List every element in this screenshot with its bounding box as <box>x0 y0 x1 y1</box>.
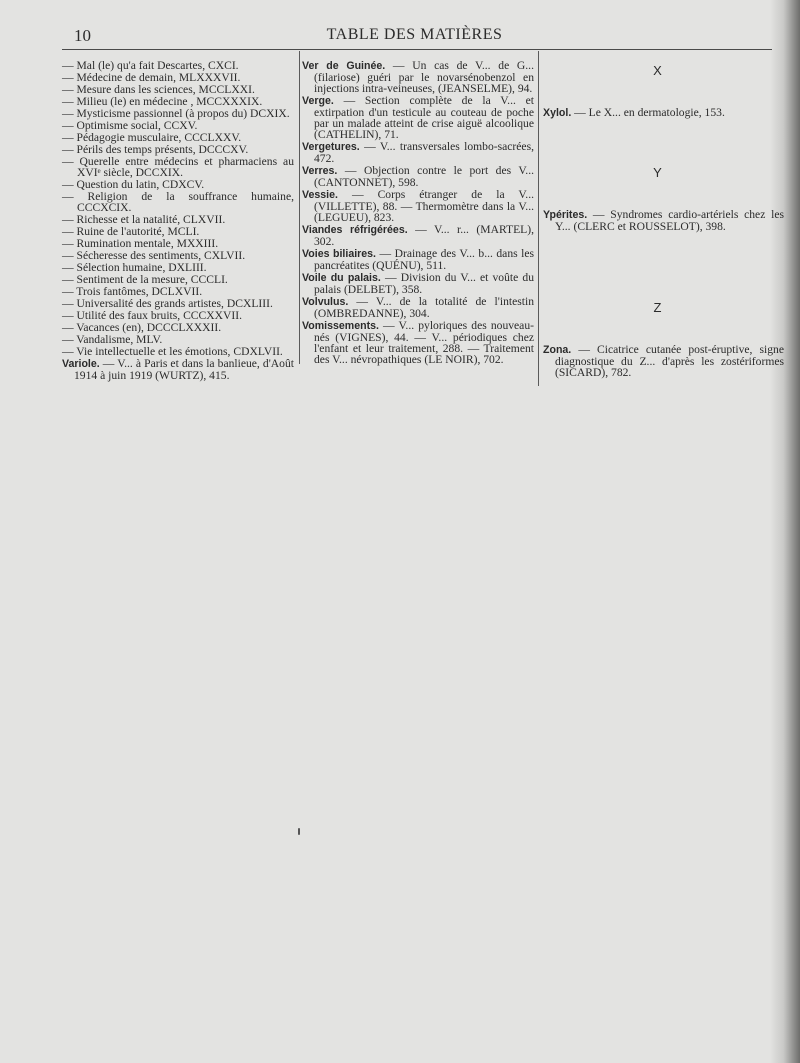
index-entry: — Vandalisme, MLV. <box>62 333 163 346</box>
index-entry: — Ruine de l'autorité, MCLI. <box>62 225 200 238</box>
headword: Vessie. <box>302 189 338 201</box>
index-entry-variole <box>62 358 294 381</box>
index-entry-yperites <box>543 209 784 232</box>
section-letter-y: Y <box>653 165 662 180</box>
index-entry: — Querelle entre médecins et pharmaciens au XVIᵉ siècle, DCCXIX. <box>62 155 294 179</box>
headword: Verres. <box>302 165 338 177</box>
index-entry: — Vacances (en), DCCCLXXXII. <box>62 321 222 334</box>
column-rule-1 <box>299 51 300 364</box>
entry-text: — Le X... en dermatologie, 153. <box>571 106 725 119</box>
index-entry <box>302 189 534 223</box>
headword: Vergetures. <box>302 141 360 153</box>
entry-text: — V... à Paris et dans la banlieue, d'Août 1914 à juin 1919 (WURTZ), 415. <box>74 357 294 382</box>
running-title: TABLE DES MATIÈRES <box>326 26 503 43</box>
index-entry: — Vie intellectuelle et les émotions, CDXLVII. <box>62 345 283 358</box>
entry-text: — V... de la totalité de l'intestin (OMBREDANNE), 304. <box>314 295 534 320</box>
entry-text: — Cicatrice cutanée post-éruptive, signe diagnostique du Z... d'après les zostériformes (SICARD), 782. <box>555 343 784 379</box>
page-number: 10 <box>74 26 91 45</box>
page-header <box>62 26 767 48</box>
index-entry: — Trois fantômes, DCLXVII. <box>62 285 203 298</box>
section-letter-x: X <box>653 63 662 78</box>
index-column-3 <box>543 60 784 390</box>
index-entry: — Universalité des grands artistes, DCXLIII. <box>62 297 273 310</box>
index-entry <box>302 165 534 188</box>
entry-text: — Un cas de V... de G... (filariose) guéri par le novarsénobenzol en injections intra-veineuses, (JEANSELME), 94. <box>314 59 534 95</box>
headword: Voies biliaires. <box>302 248 377 260</box>
index-entry <box>302 296 534 319</box>
index-entry: — Richesse et la natalité, CLXVII. <box>62 213 226 226</box>
index-entry: — Périls des temps présents, DCCCXV. <box>62 143 249 156</box>
headword: Vomissements. <box>302 320 379 332</box>
page-edge-shadow <box>770 0 800 1063</box>
index-entry <box>302 95 534 140</box>
entry-text: — V... r... (MARTEL), 302. <box>314 223 534 248</box>
index-entry <box>302 272 534 295</box>
headword: Ypérites. <box>543 209 588 221</box>
index-entry: — Mysticisme passionnel (à propos du) DCXIX. <box>62 107 290 120</box>
headword: Variole. <box>62 358 100 370</box>
entry-text: — V... transversales lombo-sacrées, 472. <box>314 140 534 165</box>
entry-text: — Objection contre le port des V... (CANTONNET), 598. <box>314 164 534 189</box>
entry-text: — Drainage des V... b... dans les pancréatites (QUÉNU), 511. <box>314 247 535 272</box>
headword: Verge. <box>302 95 334 107</box>
section-letter-z: Z <box>653 300 662 315</box>
index-column-1 <box>62 60 294 382</box>
index-entry <box>302 224 534 247</box>
index-entry: — Question du latin, CDXCV. <box>62 178 205 191</box>
headword: Volvulus. <box>302 296 349 308</box>
index-entry: — Utilité des faux bruits, CCCXXVII. <box>62 309 243 322</box>
index-entry-zona <box>543 344 784 378</box>
index-entry: — Médecine de demain, MLXXXVII. <box>62 71 241 84</box>
index-entry: — Milieu (le) en médecine , MCCXXXIX. <box>62 95 263 108</box>
entry-text: — Syndromes cardio-artériels chez les Y... (CLERC et ROUSSELOT), 398. <box>555 208 784 233</box>
index-entry: — Mal (le) qu'a fait Descartes, CXCI. <box>62 59 239 72</box>
entry-text: — Corps étranger de la V... (VILLETTE), 88. — Thermomètre dans la V... (LEGUEU), 823. <box>314 188 534 224</box>
index-entry: — Religion de la souffrance humaine, CCCXCIX. <box>62 190 294 214</box>
index-entry: — Rumination mentale, MXXIII. <box>62 237 219 250</box>
paper-speck <box>298 828 300 835</box>
index-entry: — Optimisme social, CCXV. <box>62 119 198 132</box>
index-entry <box>302 60 534 94</box>
headword: Zona. <box>543 344 572 356</box>
index-entry <box>302 141 534 164</box>
headword: Viandes réfrigérées. <box>302 224 408 236</box>
headword: Xylol. <box>543 107 572 119</box>
index-entry <box>302 248 534 271</box>
entry-text: — Division du V... et voûte du palais (DELBET), 358. <box>314 271 535 296</box>
column-rule-2 <box>538 51 539 386</box>
entry-text: — V... pyloriques des nouveau-nés (VIGNES), 44. — V... périodiques chez l'enfant et leur traitement, 288. — Traitement des V... névropathiques (LE NOIR), 702. <box>314 319 534 366</box>
index-entry: — Sentiment de la mesure, CCCLI. <box>62 273 228 286</box>
headword: Voile du palais. <box>302 272 381 284</box>
entry-text: — Section complète de la V... et extirpation d'un testicule au couteau de poche par un malade atteint de crise aiguë alcoolique (CATHELIN), 71. <box>314 94 534 141</box>
index-entry: — Sécheresse des sentiments, CXLVII. <box>62 249 246 262</box>
index-entry <box>302 320 534 365</box>
index-entry: — Pédagogie musculaire, CCCLXXV. <box>62 131 242 144</box>
headword: Ver de Guinée. <box>302 60 386 72</box>
index-column-2 <box>302 60 534 366</box>
index-entry-xylol <box>543 107 784 119</box>
index-entry: — Sélection humaine, DXLIII. <box>62 261 207 274</box>
index-entry: — Mesure dans les sciences, MCCLXXI. <box>62 83 255 96</box>
header-rule <box>62 49 772 50</box>
